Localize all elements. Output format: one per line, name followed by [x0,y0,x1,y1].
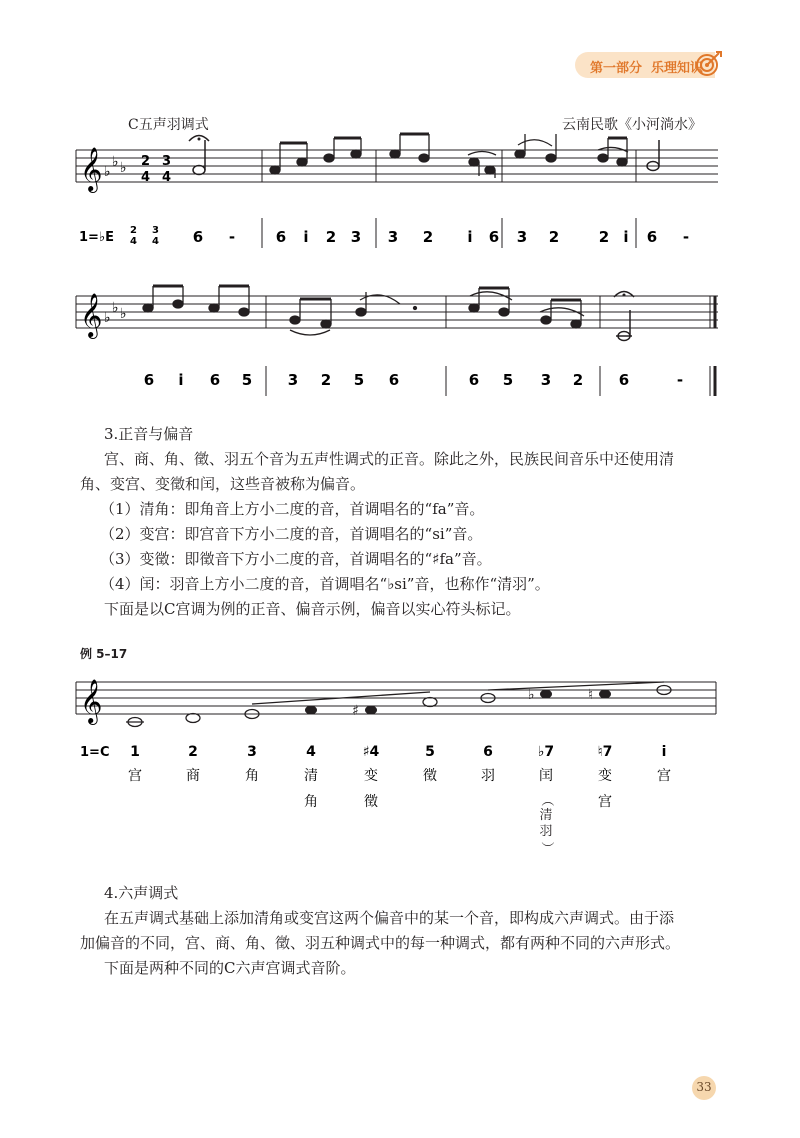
section-4-para-line1: 在五声调式基础上添加清角或变宫这两个偏音中的某一个音，即构成六声调式。由于添 [104,909,675,927]
mode-title: C五声羽调式 [128,117,209,133]
jianpu-note: 6 [275,228,287,246]
list-item: （3）变徵：即徵音下方小二度的音，首调唱名的“♯fa”音。 [100,550,492,568]
chapter-section-label: 乐理知识 [651,61,704,76]
list-item: （2）变宫：即宫音下方小二度的音，首调唱名的“si”音。 [100,525,483,543]
list-item: （4）闰：羽音上方小二度的音，首调唱名“♭si”音，也称作“清羽”。 [100,575,550,593]
score-example-1 [0,0,800,400]
scale-degree: 1 [130,744,140,760]
jianpu-note: i [178,371,184,389]
scale-degree: 6 [483,744,493,760]
svg-text:2: 2 [141,154,151,169]
jianpu-note: 2 [548,228,560,246]
degree-name: 角 [304,794,318,810]
scale-degree: 5 [425,744,435,760]
svg-text:𝄞: 𝄞 [80,293,103,337]
jianpu-note: 3 [287,371,299,389]
jianpu-note: i [467,228,473,246]
jianpu-note: 3 [516,228,528,246]
jianpu-key-2: 1=C [80,745,110,760]
svg-text:♭: ♭ [120,306,127,322]
svg-text:♯: ♯ [352,703,359,719]
svg-text:♭: ♭ [104,310,111,326]
section-4-intro: 下面是两种不同的C六声宫调式音阶。 [104,959,356,977]
jianpu-note: 6 [388,371,400,389]
jianpu-note: 6 [488,228,500,246]
flat-sign: ♭ [104,164,111,180]
jianpu-note: - [682,228,690,246]
jianpu-note: - [228,228,236,246]
degree-name: 闰 [539,768,553,784]
section-3-intro: 下面是以C宫调为例的正音、偏音示例，偏音以实心符头标记。 [104,600,521,618]
scale-degree: i [661,744,667,760]
svg-text:𝄞: 𝄞 [80,679,103,723]
section-4-heading: 4.六声调式 [104,884,179,902]
jianpu-note: 6 [468,371,480,389]
treble-clef-icon: 𝄞 [80,147,103,191]
svg-text:♭: ♭ [112,154,119,170]
scale-degree: 4 [306,744,316,760]
jianpu-note: 3 [540,371,552,389]
svg-text:4: 4 [141,170,151,185]
jianpu-note: 5 [502,371,514,389]
svg-text:♭: ♭ [528,687,535,703]
jianpu-note: 2 [598,228,610,246]
page-number: 33 [696,1080,712,1094]
jianpu-key-1: 1=♭E [79,230,114,245]
jianpu-note: 6 [618,371,630,389]
degree-name: 变 [364,768,378,784]
song-source: 云南民歌《小河淌水》 [562,117,702,133]
svg-text:3: 3 [162,154,172,169]
degree-name: 宫 [128,768,142,784]
jianpu-note: - [676,371,684,389]
degree-name: 角 [245,768,259,784]
names-parenthetical: （ 清 羽 ） [539,793,554,855]
jianpu-note: 3 [387,228,399,246]
page-number-badge [692,1076,716,1100]
jianpu-note: i [303,228,309,246]
jianpu-note: 2 [325,228,337,246]
scale-degree: 3 [247,744,257,760]
jianpu-note: 5 [353,371,365,389]
jianpu-note: 6 [209,371,221,389]
degree-name: 羽 [481,768,495,784]
degree-name: 宫 [657,768,671,784]
svg-text:3: 3 [152,225,159,236]
section-3-heading: 3.正音与偏音 [104,425,194,443]
jianpu-note: 6 [143,371,155,389]
list-item: （1）清角：即角音上方小二度的音，首调唱名的“fa”音。 [100,500,485,518]
chapter-part-label: 第一部分 [590,61,643,76]
svg-text:4: 4 [162,170,172,185]
degree-name: 商 [186,768,200,784]
jianpu-note: 2 [422,228,434,246]
svg-text:♭: ♭ [120,160,127,176]
svg-text:4: 4 [152,236,159,247]
svg-text:♭: ♭ [112,300,119,316]
jianpu-note: 6 [646,228,658,246]
jianpu-note: 3 [350,228,362,246]
section-3-para-line1: 宫、商、角、徵、羽五个音为五声性调式的正音。除此之外，民族民间音乐中还使用清 [104,450,675,468]
svg-text:♮: ♮ [588,687,594,703]
degree-name: 宫 [598,794,612,810]
section-4-para-line2: 加偏音的不同，宫、商、角、徵、羽五种调式中的每一种调式，都有两种不同的六声形式。 [80,934,681,952]
score-example-2 [0,660,800,860]
jianpu-note: 6 [192,228,204,246]
svg-text:2: 2 [130,225,137,236]
section-3-para-line2: 角、变宫、变徵和闰，这些音被称为偏音。 [80,475,366,493]
jianpu-note: 2 [320,371,332,389]
degree-name: 徵 [364,794,378,810]
jianpu-note: 2 [572,371,584,389]
scale-degree: ♭7 [537,744,555,760]
scale-degree: 2 [188,744,198,760]
svg-text:4: 4 [130,236,137,247]
jianpu-note: 5 [241,371,253,389]
degree-name: 清 [304,768,318,784]
jianpu-note: i [623,228,629,246]
scale-degree: ♯4 [362,744,380,760]
example-label: 例 5–17 [80,647,128,661]
degree-name: 变 [598,768,612,784]
scale-degree: ♮7 [597,744,613,760]
degree-name: 徵 [423,768,437,784]
